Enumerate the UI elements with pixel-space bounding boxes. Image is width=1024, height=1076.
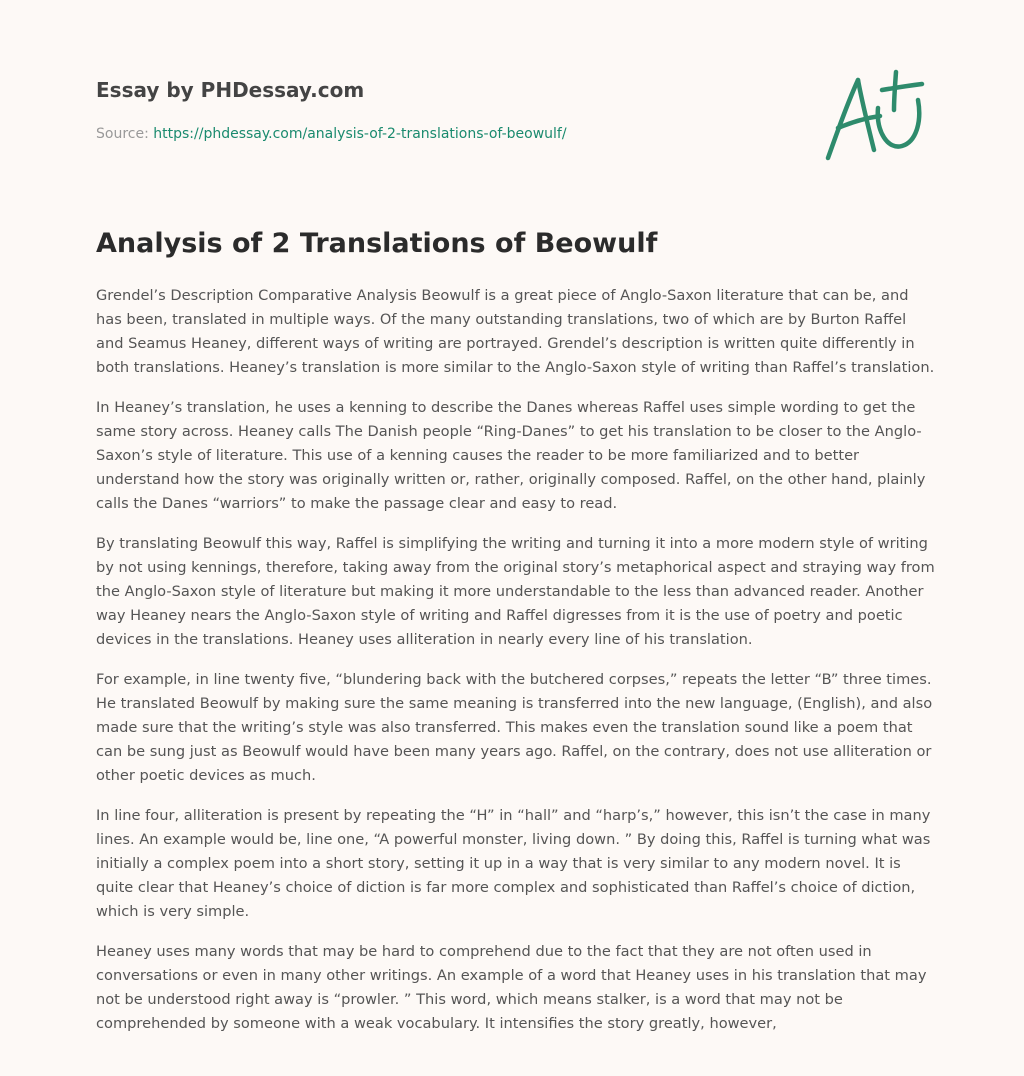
source-line [96, 124, 736, 144]
article-body [96, 284, 936, 1052]
paragraph: By translating Beowulf this way, Raffel is simplifying the writing and turning it into a more modern style of writing by not using kennings, therefore, taking away from the original story’s metaphorical aspect and straying way from the Anglo-Saxon style of literature but making it more understandable to the less than advanced reader. Another way Heaney nears the Anglo-Saxon style of writing and Raffel digresses from it is the use of poetry and poetic devices in the translations. Heaney uses alliteration in nearly every line of his translation. [96, 535, 935, 648]
paragraph: Grendel’s Description Comparative Analysis Beowulf is a great piece of Anglo-Saxon literature that can be, and has been, translated in multiple ways. Of the many outstanding translations, two of which are by Burton Raffel and Seamus Heaney, different ways of writing are portrayed. Grendel’s description is written quite differently in both translations. Heaney’s translation is more similar to the Anglo-Saxon style of writing than Raffel’s translation. [96, 287, 935, 376]
paragraph: For example, in line twenty five, “blundering back with the butchered corpses,” repeats the letter “B” three times. He translated Beowulf by making sure the same meaning is transferred into the new language, (English), and also made sure that the writing’s style was also transferred. This makes even the translation sound like a poem that can be sung just as Beowulf would have been many years ago. Raffel, on the contrary, does not use alliteration or other poetic devices as much. [96, 671, 933, 784]
a-plus-logo-icon [818, 66, 930, 166]
page-title: Analysis of 2 Translations of Beowulf [96, 228, 658, 259]
paragraph: In Heaney’s translation, he uses a kenning to describe the Danes whereas Raffel uses simple wording to get the same story across. Heaney calls The Danish people “Ring-Danes” to get his translation to be closer to the Anglo-Saxon’s style of literature. This use of a kenning causes the reader to be more familiarized and to better understand how the story was originally written or, rather, originally composed. Raffel, on the other hand, plainly calls the Danes “warriors” to make the passage clear and easy to read. [96, 399, 926, 512]
source-label: Source: [96, 126, 149, 142]
site-brand: Essay by PHDessay.com [96, 78, 365, 102]
paragraph: Heaney uses many words that may be hard to comprehend due to the fact that they are not often used in conversations or even in many other writings. An example of a word that Heaney uses in his translation that may not be understood right away is “prowler. ” This word, which means stalker, is a word that may not be comprehended by someone with a weak vocabulary. It intensifies the story greatly, however, [96, 943, 927, 1032]
header [96, 76, 736, 144]
paragraph: In line four, alliteration is present by repeating the “H” in “hall” and “harp’s,” however, this isn’t the case in many lines. An example would be, line one, “A powerful monster, living down. ” By doing this, Raffel is turning what was initially a complex poem into a short story, setting it up in a way that is very similar to any modern novel. It is quite clear that Heaney’s choice of diction is far more complex and sophisticated than Raffel’s choice of diction, which is very simple. [96, 807, 931, 920]
source-link[interactable]: https://phdessay.com/analysis-of-2-translations-of-beowulf/ [153, 126, 567, 142]
